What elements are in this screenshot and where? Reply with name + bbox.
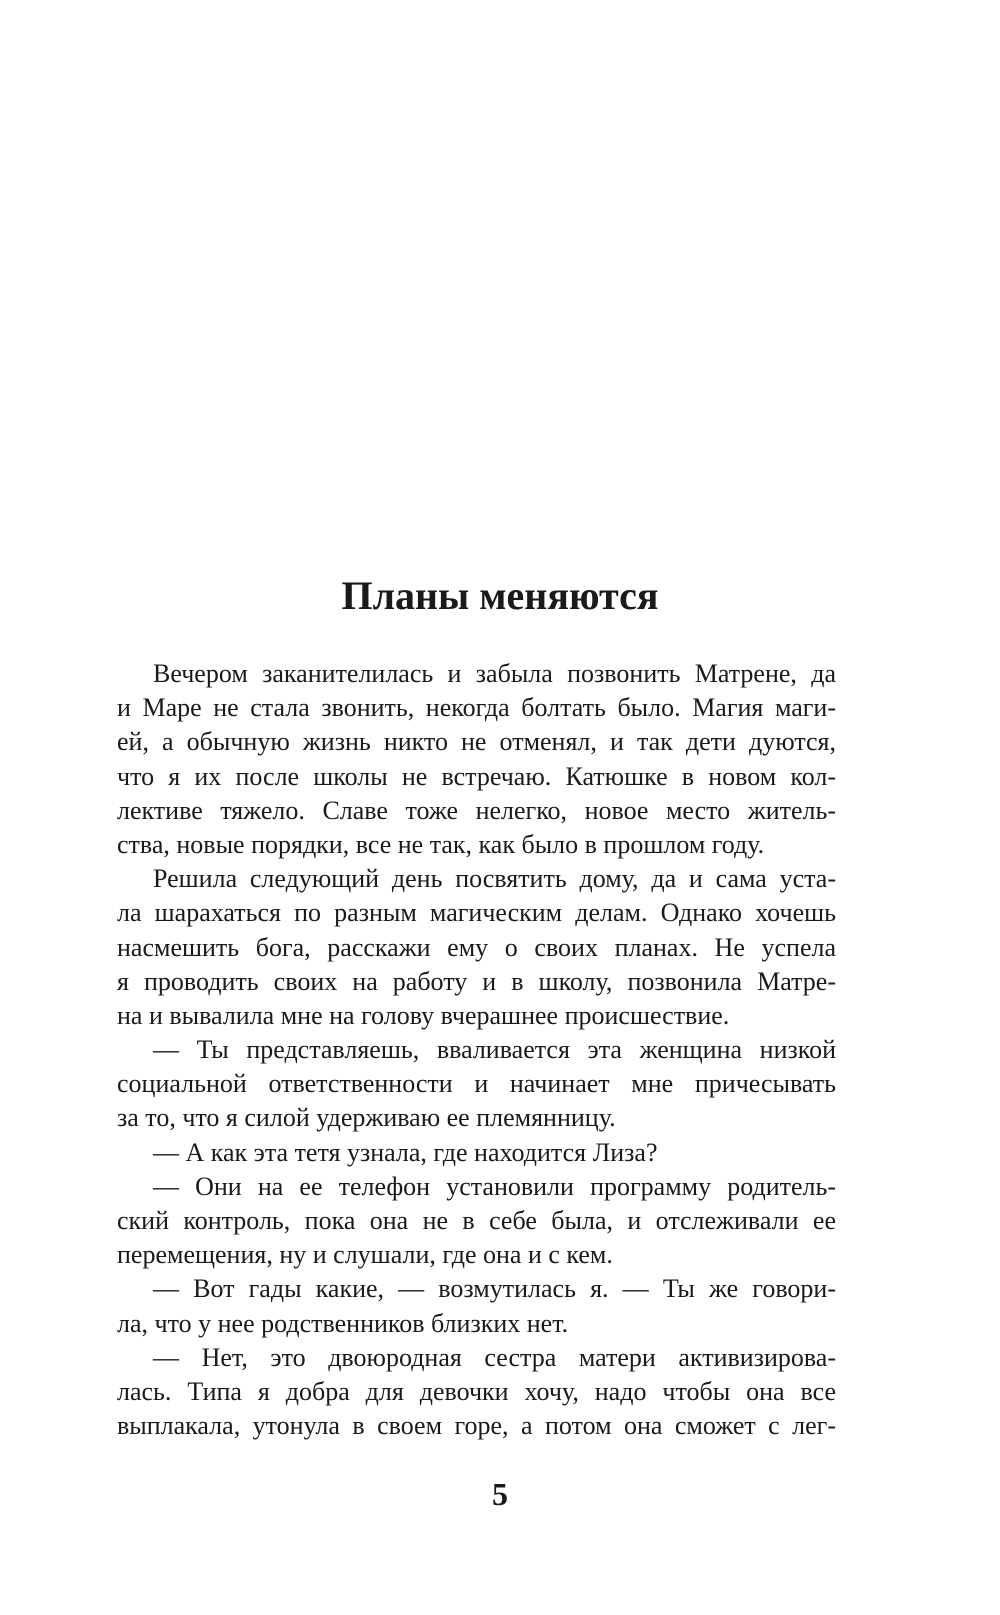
text-line: — А как эта тетя узнала, где находится Лиза? [153,1137,658,1167]
text-line: ла шарахаться по разным магическим делам. Однако хочешь [117,898,836,928]
text-line: ла, что у нее родственников близких нет. [117,1308,569,1338]
page-number: 5 [492,1476,508,1512]
text-line: ский контроль, пока она не в себе была, и отслеживали ее [117,1206,836,1235]
text-line: насмешить бога, расскажи ему о своих планах. Не успела [117,932,836,962]
text-line: я проводить своих на работу и в школу, позвонила Матре- [117,966,836,996]
text-line: за то, что я силой удерживаю ее племянницу. [117,1103,616,1133]
text-line: что я их после школы не встречаю. Катюшке в новом кол- [117,761,836,791]
text-line: ей, а обычную жизнь никто не отменял, и так дети дуются, [117,727,836,757]
text-line: ства, новые порядки, все не так, как было в прошлом году. [117,829,765,859]
text-line: выплакала, утонула в своем горе, а потом она сможет с лег- [117,1411,836,1441]
text-line: Решила следующий день посвятить дому, да и сама уста- [153,864,836,894]
body-text [117,657,836,1443]
text-line: Вечером заканителилась и забыла позвонить Матрене, да [153,659,836,688]
text-line: — Нет, это двоюродная сестра матери активизирова- [153,1342,836,1372]
text-line: лась. Типа я добра для девочки хочу, надо чтобы она все [117,1376,836,1406]
text-line: — Вот гады какие, — возмутилась я. — Ты же говори- [153,1274,836,1304]
text-line: социальной ответственности и начинает мне причесывать [117,1069,836,1099]
text-line: и Маре не стала звонить, некогда болтать было. Магия маги- [117,693,836,723]
text-line: — Ты представляешь, вваливается эта женщина низкой [153,1035,836,1065]
text-line: — Они на ее телефон установили программу родитель- [153,1171,836,1201]
text-line: на и вывалила мне на голову вчерашнее происшествие. [117,1000,730,1030]
chapter-title: Планы меняются [341,573,659,618]
text-line: лективе тяжело. Славе тоже нелегко, новое место житель- [117,795,836,825]
text-line: перемещения, ну и слушали, где она и с кем. [117,1240,613,1270]
